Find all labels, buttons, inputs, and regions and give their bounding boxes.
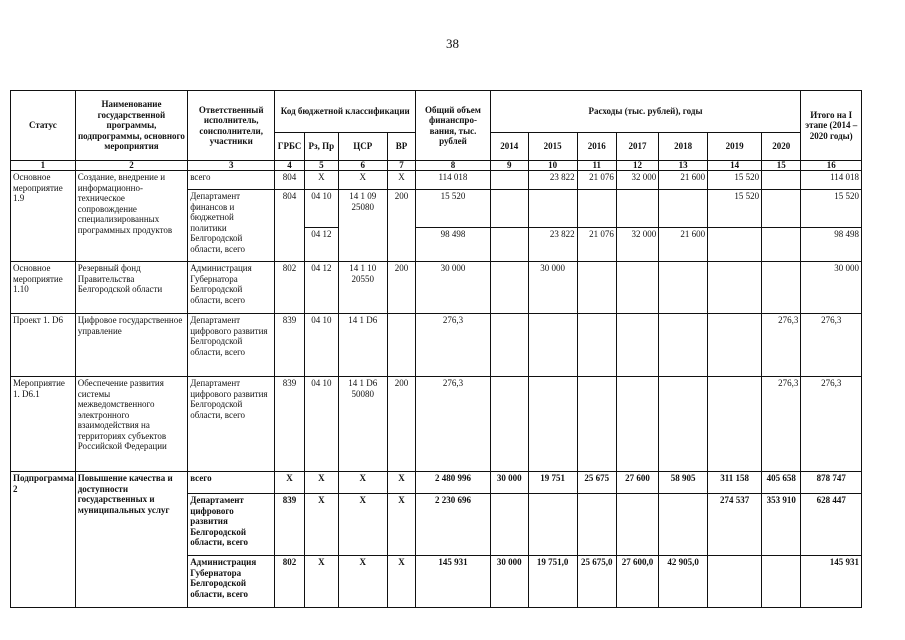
cell-2017 — [616, 190, 658, 228]
cell-total: 276,3 — [416, 377, 490, 472]
cell-rzpr: 04 10 — [304, 314, 338, 377]
table-row — [11, 314, 862, 377]
header-year-2020: 2020 — [762, 133, 801, 161]
cell-total: 2 480 996 — [416, 472, 490, 494]
cell-2016 — [577, 262, 616, 314]
cell-rzpr: 04 10 — [304, 190, 338, 228]
colnum: 7 — [387, 161, 416, 171]
cell-csr: 14 1 10 20550 — [338, 262, 387, 314]
row-executor: Департамент цифрового развития Белгородской области, всего — [188, 494, 275, 556]
header-budget-code: Код бюджетной классификации — [275, 91, 416, 133]
colnum: 5 — [304, 161, 338, 171]
cell-2017: 27 600,0 — [616, 556, 658, 608]
colnum: 1 — [11, 161, 76, 171]
cell-rzpr: Х — [304, 472, 338, 494]
cell-2016 — [577, 190, 616, 228]
cell-2017: 32 000 — [616, 228, 658, 262]
row-executor: Департамент цифрового развития Белгородской области, всего — [188, 314, 275, 377]
cell-itogo: 878 747 — [801, 472, 862, 494]
cell-2016: 25 675,0 — [577, 556, 616, 608]
cell-itogo: 114 018 — [801, 171, 862, 190]
cell-2016 — [577, 494, 616, 556]
header-csr: ЦСР — [338, 133, 387, 161]
cell-2014 — [490, 262, 528, 314]
cell-total: 2 230 696 — [416, 494, 490, 556]
cell-grbs: 839 — [275, 377, 305, 472]
table-row — [11, 472, 862, 494]
cell-grbs: 802 — [275, 262, 305, 314]
row-status: Мероприятие 1. D6.1 — [11, 377, 76, 472]
cell-2020: 405 658 — [762, 472, 801, 494]
cell-vr: 200 — [387, 377, 416, 472]
cell-csr: Х — [338, 171, 387, 190]
cell-2020 — [762, 190, 801, 228]
row-name: Резервный фонд Правительства Белгородской области — [75, 262, 187, 314]
row-executor: Департамент цифрового развития Белгородской области, всего — [188, 377, 275, 472]
header-year-2019: 2019 — [708, 133, 762, 161]
row-status: Основное мероприятие 1.9 — [11, 171, 76, 262]
cell-2018 — [659, 377, 708, 472]
cell-2017 — [616, 262, 658, 314]
cell-rzpr: Х — [304, 494, 338, 556]
cell-2017: 32 000 — [616, 171, 658, 190]
row-status: Проект 1. D6 — [11, 314, 76, 377]
header-year-2016: 2016 — [577, 133, 616, 161]
table-row — [11, 262, 862, 314]
cell-grbs: 804 — [275, 171, 305, 190]
row-name: Создание, внедрение и информационно-техническое сопровождение специализированных программных продуктов — [75, 171, 187, 262]
cell-csr: Х — [338, 472, 387, 494]
colnum: 12 — [616, 161, 658, 171]
cell-itogo: 628 447 — [801, 494, 862, 556]
colnum: 2 — [75, 161, 187, 171]
cell-2014 — [490, 190, 528, 228]
colnum: 4 — [275, 161, 305, 171]
row-executor: Департамент финансов и бюджетной политики Белгородской области, всего — [188, 190, 275, 262]
cell-vr — [387, 314, 416, 377]
cell-2020: 276,3 — [762, 377, 801, 472]
cell-2019 — [708, 314, 762, 377]
cell-total: 145 931 — [416, 556, 490, 608]
row-executor: Администрация Губернатора Белгородской области, всего — [188, 556, 275, 608]
colnum: 10 — [528, 161, 577, 171]
colnum: 14 — [708, 161, 762, 171]
cell-2020: 276,3 — [762, 314, 801, 377]
cell-2015: 30 000 — [528, 262, 577, 314]
row-name: Повышение качества и доступности государственных и муниципальных услуг — [75, 472, 187, 608]
colnum: 3 — [188, 161, 275, 171]
cell-csr: Х — [338, 494, 387, 556]
header-year-2014: 2014 — [490, 133, 528, 161]
header-executor: Ответственный исполнитель, соисполнители, участники — [188, 91, 275, 161]
row-status: Подпрограмма 2 — [11, 472, 76, 608]
cell-2017: 27 600 — [616, 472, 658, 494]
row-executor: Администрация Губернатора Белгородской области, всего — [188, 262, 275, 314]
cell-2015 — [528, 190, 577, 228]
header-rzpr: Рз, Пр — [304, 133, 338, 161]
cell-2015 — [528, 377, 577, 472]
table-row — [11, 377, 862, 472]
cell-2014 — [490, 314, 528, 377]
cell-itogo: 15 520 — [801, 190, 862, 228]
cell-csr: 14 1 D6 50080 — [338, 377, 387, 472]
cell-2020 — [762, 171, 801, 190]
cell-2016: 25 675 — [577, 472, 616, 494]
row-name: Цифровое государственное управление — [75, 314, 187, 377]
cell-2017 — [616, 494, 658, 556]
cell-2019: 274 537 — [708, 494, 762, 556]
cell-2017 — [616, 377, 658, 472]
colnum: 9 — [490, 161, 528, 171]
header-program: Наименование государственной программы, подпрограммы, основного мероприятия — [75, 91, 187, 161]
colnum: 15 — [762, 161, 801, 171]
cell-2019: 311 158 — [708, 472, 762, 494]
cell-itogo: 30 000 — [801, 262, 862, 314]
cell-2014 — [490, 171, 528, 190]
cell-itogo: 145 931 — [801, 556, 862, 608]
cell-itogo: 98 498 — [801, 228, 862, 262]
cell-2016: 21 076 — [577, 228, 616, 262]
cell-total: 30 000 — [416, 262, 490, 314]
cell-vr: 200 — [387, 262, 416, 314]
header-year-2017: 2017 — [616, 133, 658, 161]
cell-2015: 19 751,0 — [528, 556, 577, 608]
cell-vr: Х — [387, 556, 416, 608]
cell-2015: 19 751 — [528, 472, 577, 494]
cell-total: 114 018 — [416, 171, 490, 190]
row-name: Обеспечение развития системы межведомственного электронного взаимодействия на территориях субъектов Российской Федерации — [75, 377, 187, 472]
cell-itogo: 276,3 — [801, 314, 862, 377]
header-expenses: Расходы (тыс. рублей), годы — [490, 91, 801, 133]
cell-2018 — [659, 494, 708, 556]
column-number-row — [11, 161, 862, 171]
header-year-2018: 2018 — [659, 133, 708, 161]
cell-2015 — [528, 494, 577, 556]
cell-grbs: Х — [275, 472, 305, 494]
colnum: 8 — [416, 161, 490, 171]
colnum: 13 — [659, 161, 708, 171]
cell-2014 — [490, 228, 528, 262]
cell-2020: 353 910 — [762, 494, 801, 556]
cell-csr: 14 1 D6 — [338, 314, 387, 377]
cell-vr: 200 — [387, 190, 416, 262]
cell-2014 — [490, 494, 528, 556]
cell-2018 — [659, 190, 708, 228]
cell-2020 — [762, 556, 801, 608]
cell-2020 — [762, 228, 801, 262]
cell-rzpr: 04 10 — [304, 377, 338, 472]
cell-total: 276,3 — [416, 314, 490, 377]
cell-total: 15 520 — [416, 190, 490, 228]
cell-rzpr: Х — [304, 556, 338, 608]
cell-2014: 30 000 — [490, 556, 528, 608]
budget-table — [10, 90, 862, 608]
cell-rzpr: Х — [304, 171, 338, 190]
cell-2016: 21 076 — [577, 171, 616, 190]
header-row-1 — [11, 91, 862, 133]
cell-2015 — [528, 314, 577, 377]
cell-2016 — [577, 314, 616, 377]
page-number: 38 — [446, 36, 459, 51]
header-itogo: Итого на I этапе (2014 – 2020 годы) — [801, 91, 862, 161]
row-executor: всего — [188, 472, 275, 494]
header-status: Статус — [11, 91, 76, 161]
cell-2017 — [616, 314, 658, 377]
cell-itogo: 276,3 — [801, 377, 862, 472]
cell-2019 — [708, 228, 762, 262]
table-row — [11, 171, 862, 190]
row-status: Основное мероприятие 1.10 — [11, 262, 76, 314]
colnum: 16 — [801, 161, 862, 171]
cell-2019 — [708, 262, 762, 314]
cell-2018: 58 905 — [659, 472, 708, 494]
cell-2014 — [490, 377, 528, 472]
cell-grbs: 839 — [275, 494, 305, 556]
cell-vr: Х — [387, 171, 416, 190]
cell-2018: 42 905,0 — [659, 556, 708, 608]
header-grbs: ГРБС — [275, 133, 305, 161]
cell-2019 — [708, 377, 762, 472]
row-executor: всего — [188, 171, 275, 190]
cell-total: 98 498 — [416, 228, 490, 262]
cell-2014: 30 000 — [490, 472, 528, 494]
cell-2019: 15 520 — [708, 190, 762, 228]
cell-vr: Х — [387, 494, 416, 556]
cell-grbs: 802 — [275, 556, 305, 608]
cell-2019: 15 520 — [708, 171, 762, 190]
header-total: Общий объем финанспро-вания, тыс. рублей — [416, 91, 490, 161]
header-year-2015: 2015 — [528, 133, 577, 161]
cell-2016 — [577, 377, 616, 472]
colnum: 11 — [577, 161, 616, 171]
cell-2018 — [659, 314, 708, 377]
cell-rzpr: 04 12 — [304, 262, 338, 314]
header-vr: ВР — [387, 133, 416, 161]
cell-rzpr: 04 12 — [304, 228, 338, 262]
cell-2018 — [659, 262, 708, 314]
cell-grbs: 804 — [275, 190, 305, 262]
cell-2018: 21 600 — [659, 228, 708, 262]
cell-csr: Х — [338, 556, 387, 608]
cell-2019 — [708, 556, 762, 608]
cell-2015: 23 822 — [528, 228, 577, 262]
cell-grbs: 839 — [275, 314, 305, 377]
colnum: 6 — [338, 161, 387, 171]
cell-2020 — [762, 262, 801, 314]
cell-2015: 23 822 — [528, 171, 577, 190]
cell-vr: Х — [387, 472, 416, 494]
cell-2018: 21 600 — [659, 171, 708, 190]
cell-csr: 14 1 09 25080 — [338, 190, 387, 262]
